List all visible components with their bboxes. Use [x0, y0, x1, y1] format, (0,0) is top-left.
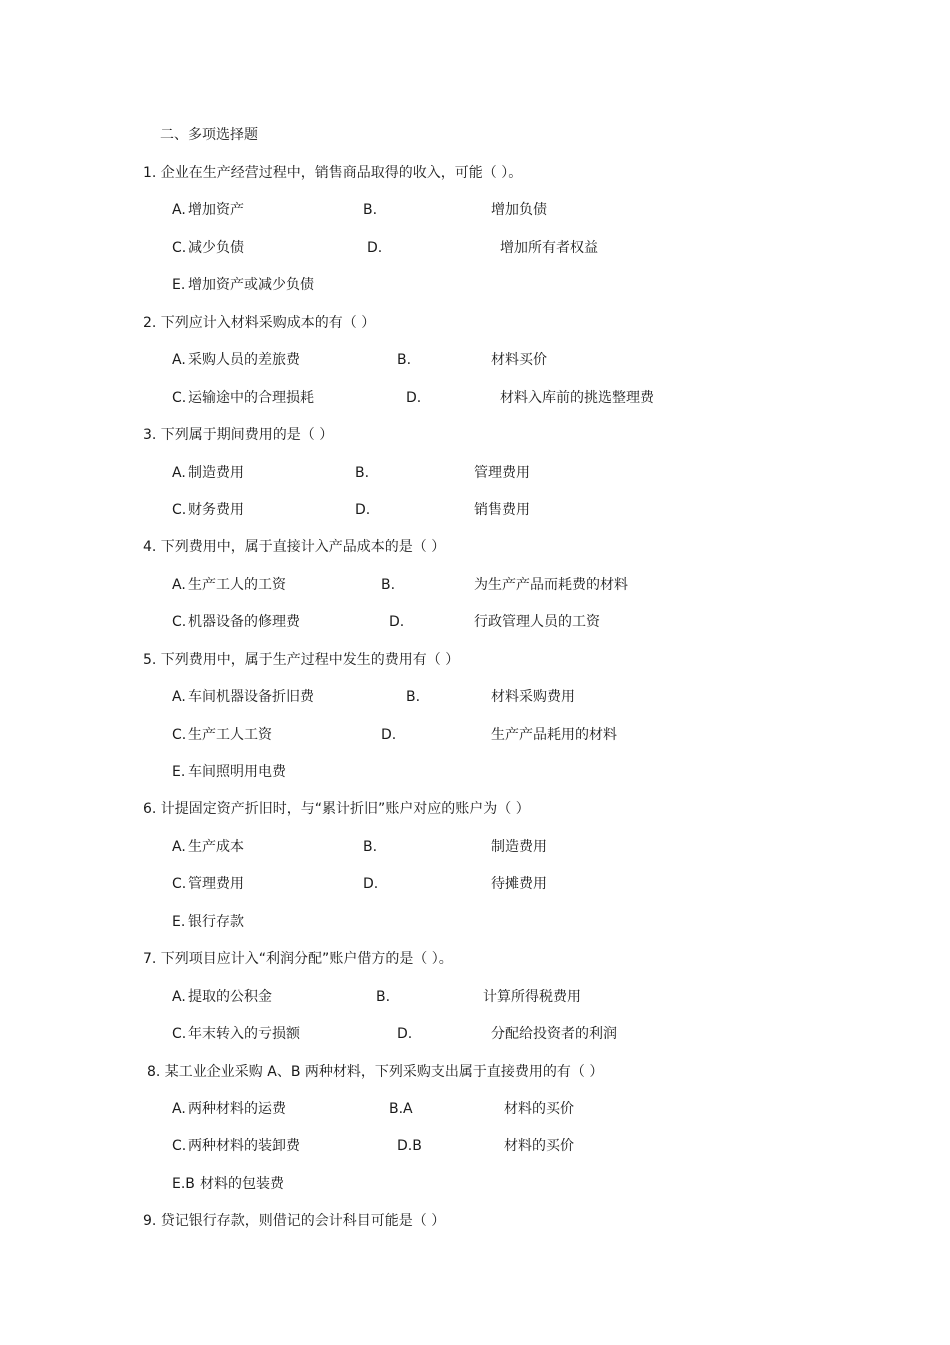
option-text: 材料入库前的挑选整理费 [500, 390, 654, 406]
option-text: 生产产品耗用的材料 [491, 727, 617, 743]
option-label: D. [397, 1026, 413, 1042]
option-text: 增加资产或减少负债 [188, 277, 314, 293]
option-text: 材料的买价 [504, 1138, 574, 1154]
option-label: A. [172, 1101, 186, 1117]
question-stem: 9. 贷记银行存款，则借记的会计科目可能是（ ） [143, 1213, 446, 1229]
question-stem: 2. 下列应计入材料采购成本的有（ ） [143, 315, 376, 331]
question-stem: 7. 下列项目应计入“利润分配”账户借方的是（ ）。 [143, 951, 453, 967]
option-label: D. [363, 876, 379, 892]
option-text: 运输途中的合理损耗 [188, 390, 314, 406]
question-stem: 8. 某工业企业采购 A、B 两种材料，下列采购支出属于直接费用的有（ ） [147, 1064, 604, 1080]
option-label: A. [172, 465, 186, 481]
option-text: 减少负债 [188, 240, 244, 256]
question-stem: 3. 下列属于期间费用的是（ ） [143, 427, 334, 443]
option-text: 机器设备的修理费 [188, 614, 300, 630]
option-label: D. [367, 240, 383, 256]
option-label: A. [172, 839, 186, 855]
option-label: C. [172, 390, 187, 406]
option-label: A. [172, 202, 186, 218]
option-text: 为生产产品而耗费的材料 [474, 577, 628, 593]
option-label: B. [363, 839, 378, 855]
option-label: B. [381, 577, 396, 593]
option-text: 制造费用 [491, 839, 547, 855]
section-title: 二、多项选择题 [160, 127, 258, 143]
option-text: 增加负债 [491, 202, 547, 218]
option-text: 生产成本 [188, 839, 244, 855]
option-text: 生产工人工资 [188, 727, 272, 743]
question-stem: 6. 计提固定资产折旧时，与“累计折旧”账户对应的账户为（ ） [143, 801, 530, 817]
option-text: 待摊费用 [491, 876, 547, 892]
option-text: 材料买价 [491, 352, 547, 368]
option-label: D. [406, 390, 422, 406]
option-text: 制造费用 [188, 465, 244, 481]
option-label: B.A [389, 1101, 413, 1117]
option-label: B. [397, 352, 412, 368]
option-text: 材料的包装费 [200, 1176, 284, 1192]
option-text: 增加资产 [188, 202, 244, 218]
option-text: 两种材料的装卸费 [188, 1138, 300, 1154]
option-label: C. [172, 614, 187, 630]
option-label: A. [172, 989, 186, 1005]
option-text: 材料采购费用 [491, 689, 575, 705]
option-text: 分配给投资者的利润 [491, 1026, 617, 1042]
option-label: B. [376, 989, 391, 1005]
option-label: B. [355, 465, 370, 481]
option-label: E. [172, 764, 186, 780]
option-label: C. [172, 502, 187, 518]
option-label: C. [172, 1138, 187, 1154]
option-label: D. [355, 502, 371, 518]
option-text: 财务费用 [188, 502, 244, 518]
option-text: 提取的公积金 [188, 989, 272, 1005]
option-text: 车间机器设备折旧费 [188, 689, 314, 705]
option-label: D.B [397, 1138, 422, 1154]
option-text: 销售费用 [474, 502, 530, 518]
option-label: D. [381, 727, 397, 743]
option-text: 银行存款 [188, 914, 244, 930]
option-label: B. [406, 689, 421, 705]
option-text: 生产工人的工资 [188, 577, 286, 593]
option-label: A. [172, 577, 186, 593]
option-label: C. [172, 1026, 187, 1042]
option-label: C. [172, 240, 187, 256]
option-text: 计算所得税费用 [483, 989, 581, 1005]
option-text: 材料的买价 [504, 1101, 574, 1117]
option-text: 车间照明用电费 [188, 764, 286, 780]
option-text: 增加所有者权益 [500, 240, 598, 256]
option-label: A. [172, 352, 186, 368]
option-label: A. [172, 689, 186, 705]
option-label: D. [389, 614, 405, 630]
question-stem: 5. 下列费用中，属于生产过程中发生的费用有（ ） [143, 652, 460, 668]
option-text: 采购人员的差旅费 [188, 352, 300, 368]
question-stem: 1. 企业在生产经营过程中，销售商品取得的收入，可能（ ）。 [143, 165, 523, 181]
option-label: B. [363, 202, 378, 218]
option-label: E. [172, 277, 186, 293]
option-label: C. [172, 876, 187, 892]
option-text: 年末转入的亏损额 [188, 1026, 300, 1042]
option-label: E.B [172, 1176, 195, 1192]
question-stem: 4. 下列费用中，属于直接计入产品成本的是（ ） [143, 539, 446, 555]
option-text: 行政管理人员的工资 [474, 614, 600, 630]
option-text: 管理费用 [188, 876, 244, 892]
option-text: 管理费用 [474, 465, 530, 481]
option-label: C. [172, 727, 187, 743]
option-text: 两种材料的运费 [188, 1101, 286, 1117]
option-label: E. [172, 914, 186, 930]
